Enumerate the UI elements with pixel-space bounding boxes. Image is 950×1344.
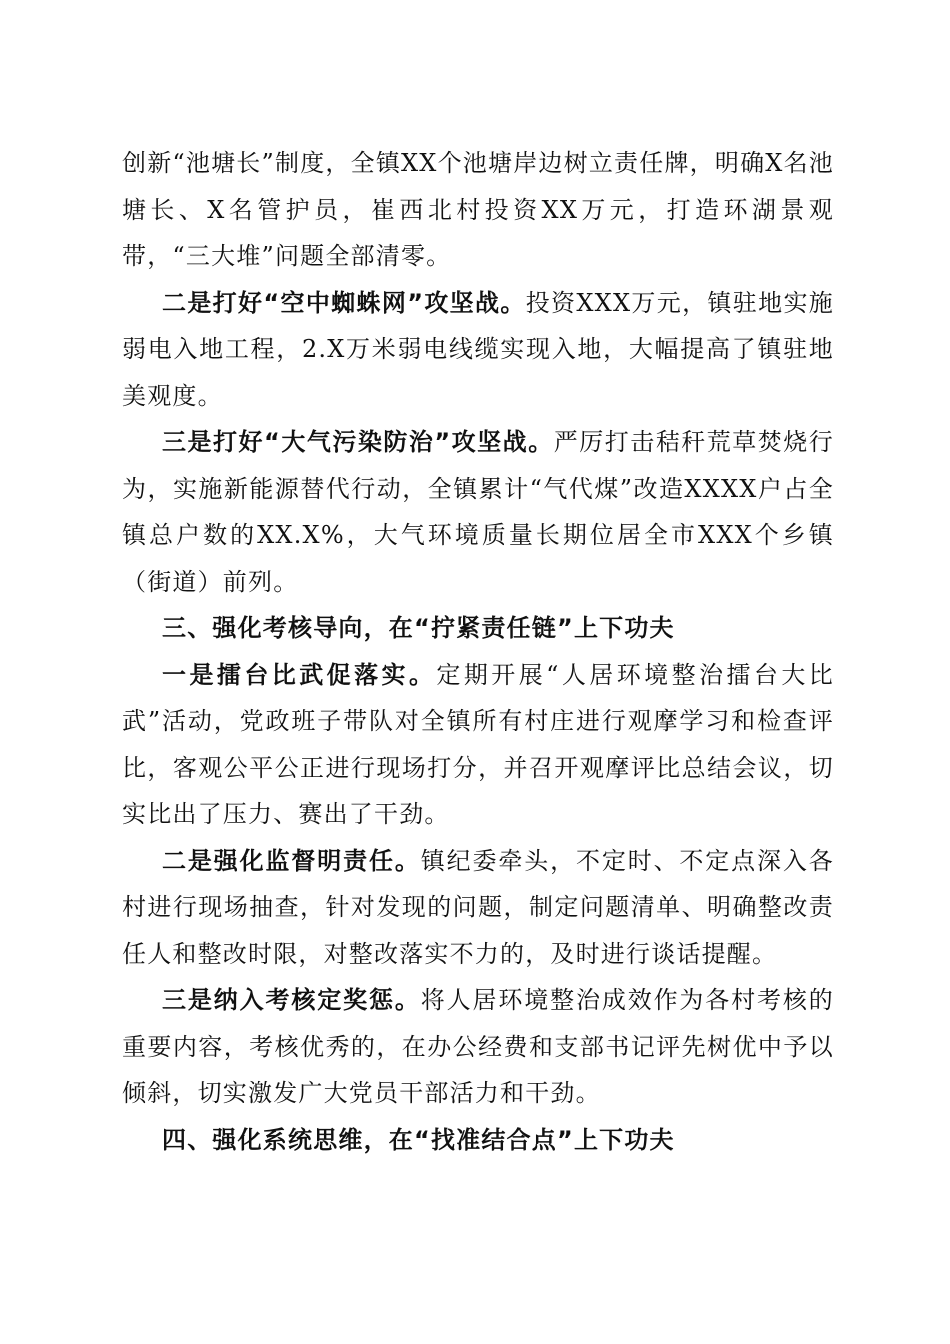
paragraph-item-assessment: [122, 977, 834, 1117]
paragraph-body: 将人居环境整治成效作为各村考核的重要内容，考核优秀的，在办公经费和支部书记评先树优中予以倾斜，切实激发广大党员干部活力和干劲。: [122, 986, 834, 1107]
paragraph-continuation: [122, 140, 834, 280]
paragraph-lead: 二是打好“空中蜘蛛网”攻坚战。: [162, 288, 526, 317]
paragraph-body: 镇纪委牵头，不定时、不定点深入各村进行现场抽查，针对发现的问题，制定问题清单、明确整改责任人和整改时限，对整改落实不力的，及时进行谈话提醒。: [122, 846, 834, 968]
paragraph-lead: 一是擂台比武促落实。: [162, 660, 437, 689]
paragraph-item-air-pollution: [122, 419, 834, 605]
paragraph-item-supervision: [122, 838, 834, 978]
paragraph-lead: 二是强化监督明责任。: [162, 846, 421, 875]
paragraph-body: 投资XXX万元，镇驻地实施弱电入地工程，2.X万米弱电线缆实现入地，大幅提高了镇驻地美观度。: [122, 288, 834, 410]
paragraph-body: 定期开展“人居环境整治擂台大比武”活动，党政班子带队对全镇所有村庄进行观摩学习和检查评比，客观公平公正进行现场打分，并召开观摩评比总结会议，切实比出了压力、赛出了干劲。: [122, 660, 834, 828]
paragraph-text: 创新“池塘长”制度，全镇XX个池塘岸边树立责任牌，明确X名池塘长、X名管护员，崔西北村投资XX万元，打造环湖景观带，“三大堆”问题全部清零。: [122, 149, 834, 270]
paragraph-item-aerial-cables: [122, 280, 834, 420]
section-heading-3: 三、强化考核导向，在“拧紧责任链”上下功夫: [162, 614, 675, 642]
paragraph-lead: 三是纳入考核定奖惩。: [162, 986, 421, 1014]
section-heading-4: 四、强化系统思维，在“找准结合点”上下功夫: [162, 1125, 675, 1154]
document-body: [122, 140, 834, 1163]
paragraph-lead: 三是打好“大气污染防治”攻坚战。: [162, 428, 554, 456]
paragraph-body: 严厉打击秸秆荒草焚烧行为，实施新能源替代行动，全镇累计“气代煤”改造XXXX户占全镇总户数的XX.X%，大气环境质量长期位居全市XXX个乡镇（街道）前列。: [122, 428, 834, 596]
paragraph-item-contest: [122, 652, 834, 838]
